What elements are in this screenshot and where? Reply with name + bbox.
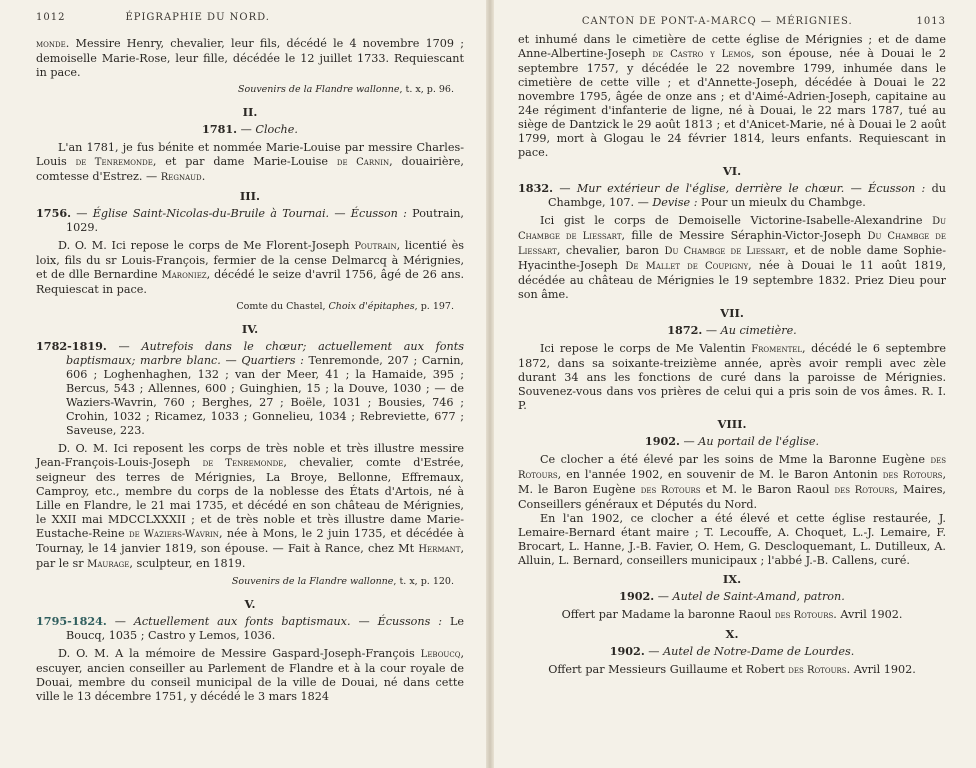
section-heading-6: 1832. — Mur extérieur de l'église, derrière le chœur. — Écusson : du Chambge, 107. — Devise : Pour un mieulx du Chambge. — [518, 181, 946, 209]
continuation-text: monde. Messire Henry, chevalier, leur fils, décédé le 4 novembre 1709 ; demoiselle Marie-Rose, leur fille, décédée le 12 juillet 1733. Requiescant in pace. — [36, 37, 464, 79]
section-numeral-8: VIII. — [717, 417, 747, 431]
section-numeral-7: VII. — [720, 306, 744, 320]
source-citation: Souvenirs de la Flandre wallonne, t. x, p. 96. — [237, 84, 454, 95]
left-running-title: ÉPIGRAPHIE DU NORD. — [125, 12, 270, 23]
section-numeral-10: X. — [725, 627, 739, 641]
source-citation-4: Souvenirs de la Flandre wallonne, t. x, p. 120. — [231, 576, 454, 587]
section-heading-2: 1781. — Cloche. — [202, 122, 298, 136]
section-heading-5: 1795-1824. — Actuellement aux fonts baptismaux. — Écussons : Le Boucq, 1035 ; Castro y Lemos, 1036. — [36, 614, 464, 642]
left-running-head — [36, 12, 464, 23]
inscription-6: Ici gist le corps de Demoiselle Victorine-Isabelle-Alexandrine Du Chambge de Liessart, fille de Messire Séraphin-Victor-Joseph Du Chambge de Liessart, chevalier, baron Du Chambge de Liessart, et de noble dame Sophie-Hyacinthe-Joseph De Mallet de Coupigny, née à Douai le 11 août 1819, décédée au château de Mérignies le 19 septembre 1832. Priez Dieu pour son âme. — [518, 214, 947, 301]
right-page-number: 1013 — [916, 16, 946, 27]
section-numeral-2: II. — [242, 105, 258, 119]
section-numeral-5: V. — [244, 597, 256, 611]
section-numeral-4: IV. — [241, 322, 259, 336]
section-heading-8: 1902. — Au portail de l'église. — [644, 434, 820, 448]
inscription-8: Ce clocher a été élevé par les soins de Mme la Baronne Eugène des Rotours, en l'année 1902, en souvenir de M. le Baron Antonin des Rotours, M. le Baron Eugène des Rotours et M. le Baron Raoul des Rotours, Maires, Conseillers généraux et Députés du Nord. — [518, 453, 946, 511]
section-numeral-6: VI. — [722, 164, 742, 178]
source-citation-3: Comte du Chastel, Choix d'épitaphes, p. 197. — [236, 301, 454, 312]
continuation-text-right: et inhumé dans le cimetière de cette église de Mérignies ; et de dame Anne-Albertine-Joseph de Castro y Lemos, son épouse, née à Douai le 2 septembre 1757, y décédée le 22 novembre 1799, inhumée dans le cimetière de cette ville ; et d'Annette-Joseph, décédée à Douai le 22 novembre 1795, âgée de onze ans ; et d'Aimé-Adrien-Joseph, capitaine au 24e régiment d'infanterie de ligne, né à Douai, le 22 mars 1787, tué au siège de Dantzick le 29 août 1813 ; et d'Anicet-Marie, né à Douai le 2 août 1799, mort à Glogau le 24 février 1814, leurs enfants. Requiescant in pace. — [518, 33, 946, 159]
inscription-4: D. O. M. Ici reposent les corps de très noble et très illustre messire Jean-François-Louis-Joseph de Tenremonde, chevalier, comte d'Estrée, seigneur des terres de Mérignies, La Broye, Bellonne, Effremaux, Camproy, etc., membre du corps de la noblesse des États d'Artois, né à Lille en Flandre, le 21 mai 1735, et décédé en son château de Mérignies, le XXII mai MDCCLXXXII ; et de très noble et très illustre dame Marie-Eustache-Reine de Waziers-Wavrin, née à Mons, le 2 juin 1735, et décédée à Tournay, le 14 janvier 1819, son épouse. — Fait à Rance, chez Mt Hermant, par le sr Maurage, sculpteur, en 1819. — [36, 442, 465, 570]
section-heading-10: 1902. — Autel de Notre-Dame de Lourdes. — [609, 644, 855, 658]
inscription-9: Offert par Madame la baronne Raoul des Rotours. Avril 1902. — [561, 608, 903, 621]
inscription-10: Offert par Messieurs Guillaume et Robert des Rotours. Avril 1902. — [548, 663, 916, 676]
right-running-title: CANTON DE PONT-A-MARCQ — MÉRIGNIES. — [581, 16, 853, 27]
section-numeral-9: IX. — [722, 572, 742, 586]
section-heading-3: 1756. — Église Saint-Nicolas-du-Bruile à Tournai. — Écusson : Poutrain, 1029. — [36, 206, 464, 234]
inscription-5: D. O. M. A la mémoire de Messire Gaspard-Joseph-François Leboucq, escuyer, ancien conseiller au Parlement de Flandre et à la cour royale de Douai, membre du conseil municipal de la ville de Douai, né dans cette ville le 13 décembre 1751, y décédé le 3 mars 1824 — [36, 647, 464, 703]
inscription-2: L'an 1781, je fus bénite et nommée Marie-Louise par messire Charles-Louis de Tenremonde, et par dame Marie-Louise de Carnin, douairière, comtesse d'Estrez. — Regnaud. — [36, 141, 464, 183]
right-page — [488, 0, 976, 768]
section-heading-4: 1782-1819. — Autrefois dans le chœur; actuellement aux fonts baptismaux; marbre blanc. — Quartiers : Tenremonde, 207 ; Carnin, 606 ; Loghenhaghen, 132 ; van der Meer, 41 ; la Hamaide, 395 ; Bercus, 543 ; Allennes, 600 ; Guinghien, 15 ; la Douve, 1030 ; — de Waziers-Wavrin, 760 ; Berghes, 27 ; Boële, 1031 ; Bousies, 746 ; Crohin, 1032 ; Ricamez, 1033 ; Gonnelieu, 1034 ; Rebreviette, 677 ; Saveuse, 223. — [36, 339, 464, 437]
left-page-number: 1012 — [36, 12, 66, 23]
section-heading-7: 1872. — Au cimetière. — [667, 323, 797, 337]
inscription-8-part-2: En l'an 1902, ce clocher a été élevé et cette église restaurée, J. Lemaire-Bernard étant maire ; T. Lecouffe, A. Choquet, L.-J. Lemaire, F. Brocart, L. Hanne, J.-B. Favier, O. Hem, G. Descloquemant, L. Dutilleux, A. Alluin, L. Bernard, conseillers municipaux ; l'abbé J.-B. Callens, curé. — [518, 512, 946, 567]
section-heading-9: 1902. — Autel de Saint-Amand, patron. — [619, 589, 845, 603]
inscription-3: D. O. M. Ici repose le corps de Me Florent-Joseph Poutrain, licentié ès loix, fils du sr Louis-François, fermier de la cense Delmarcq à Mérignies, et de dlle Bernardine Maroniez, décédé le seize d'avril 1756, âgé de 26 ans. Requiescat in pace. — [36, 239, 465, 296]
inscription-7: Ici repose le corps de Me Valentin Fromentel, décédé le 6 septembre 1872, dans sa soixante-treizième année, après avoir rempli avec zèle durant 34 ans les fonctions de curé dans la paroisse de Mérignies. Souvenez-vous dans vos prières de celui qui a pris soin de vos âmes. R. I. P. — [518, 342, 946, 412]
section-numeral-3: III. — [239, 189, 261, 203]
right-running-head — [518, 16, 946, 27]
